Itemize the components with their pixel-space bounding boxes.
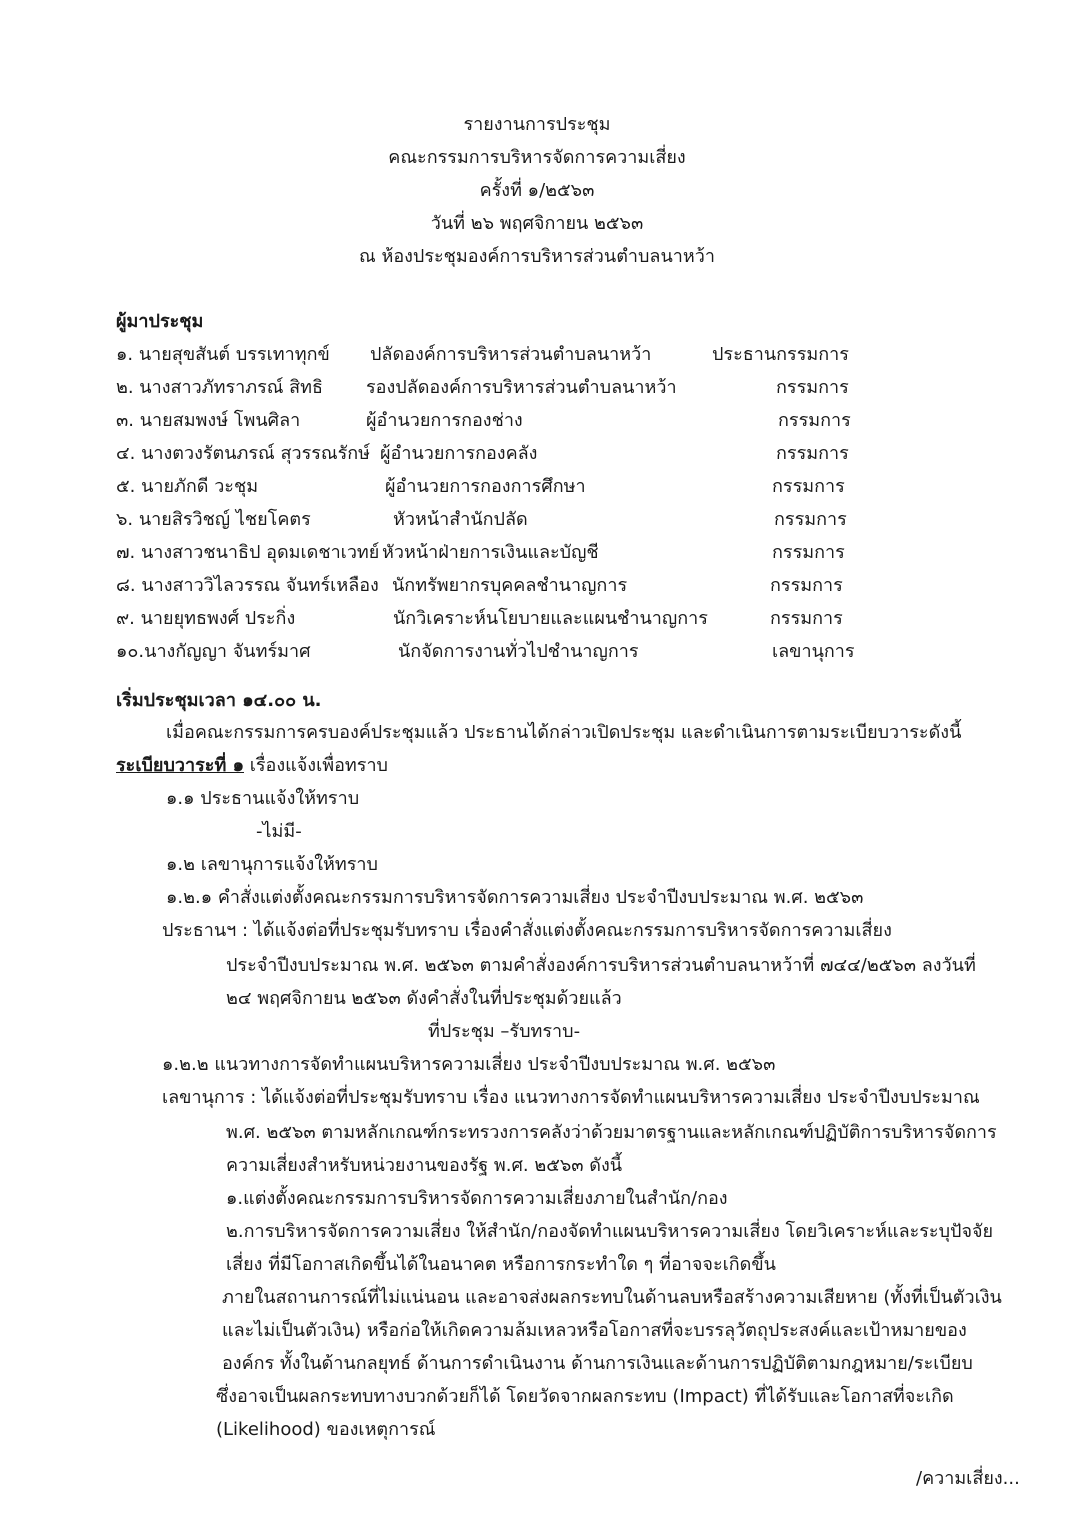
- body-line: ๒๔ พฤศจิกายน ๒๕๖๓ ดังคำสั่งในที่ประชุมด้วยแล้ว: [226, 988, 622, 1009]
- body-line: ๑.๒ เลขานุการแจ้งให้ทราบ: [166, 854, 378, 875]
- attendee-name: ๓. นายสมพงษ์ โพนศิลา: [116, 410, 301, 431]
- body-line: และไม่เป็นตัวเงิน) หรือก่อให้เกิดความล้มเหลวหรือโอกาสที่จะบรรลุวัตถุประสงค์และเป้าหมายของ: [222, 1320, 967, 1341]
- attendee-name: ๗. นางสาวชนาธิป อุดมเดชาเวทย์: [116, 542, 380, 563]
- body-line: ๑.แต่งตั้งคณะกรรมการบริหารจัดการความเสี่ยงภายในสำนัก/กอง: [226, 1188, 728, 1209]
- body-line: ๒.การบริหารจัดการความเสี่ยง ให้สำนัก/กองจัดทำแผนบริหารความเสี่ยง โดยวิเคราะห์และระบุปัจจัย: [226, 1221, 994, 1242]
- attendee-position: ผู้อำนวยการกองคลัง: [380, 443, 538, 464]
- body-line: ประจำปีงบประมาณ พ.ศ. ๒๕๖๓ ตามคำสั่งองค์การบริหารส่วนตำบลนาหว้าที่ ๗๔๔/๒๕๖๓ ลงวันที่: [226, 955, 976, 976]
- attendee-role: กรรมการ: [772, 476, 845, 497]
- body-line: -ไม่มี-: [256, 821, 302, 842]
- attendee-role: กรรมการ: [774, 509, 847, 530]
- attendee-role: กรรมการ: [770, 575, 843, 596]
- body-line: ประธานฯ : ได้แจ้งต่อที่ประชุมรับทราบ เรื่องคำสั่งแต่งตั้งคณะกรรมการบริหารจัดการความเสี่ยง: [162, 920, 892, 941]
- attendee-role: กรรมการ: [776, 377, 849, 398]
- attendee-name: ๒. นางสาวภัทราภรณ์ สิทธิ: [116, 377, 324, 398]
- body-line: ภายในสถานการณ์ที่ไม่แน่นอน และอาจส่งผลกระทบในด้านลบหรือสร้างความเสียหาย (ทั้งที่เป็นตัวเงิน: [222, 1287, 1002, 1308]
- agenda-1-title: เรื่องแจ้งเพื่อทราบ: [244, 755, 388, 776]
- meeting-date: วันที่ ๒๖ พฤศจิกายน ๒๕๖๓: [430, 213, 644, 234]
- committee-name: คณะกรรมการบริหารจัดการความเสี่ยง: [388, 147, 686, 168]
- meeting-number: ครั้งที่ ๑/๒๕๖๓: [479, 180, 595, 201]
- body-line: องค์กร ทั้งในด้านกลยุทธ์ ด้านการดำเนินงาน ด้านการเงินและด้านการปฏิบัติตามกฎหมาย/ระเบียบ: [222, 1353, 973, 1374]
- agenda-1-heading: [116, 753, 388, 779]
- attendee-position: ปลัดองค์การบริหารส่วนตำบลนาหว้า: [370, 344, 652, 365]
- attendee-position: นักจัดการงานทั่วไปชำนาญการ: [398, 641, 639, 662]
- attendee-name: ๙. นายยุทธพงศ์ ประกิ่ง: [116, 608, 296, 629]
- attendee-role: ประธานกรรมการ: [712, 344, 849, 365]
- attendee-position: ผู้อำนวยการกองช่าง: [366, 410, 523, 431]
- attendee-role: กรรมการ: [772, 542, 845, 563]
- start-time: เริ่มประชุมเวลา ๑๔.๐๐ น.: [116, 690, 322, 711]
- body-line: ๑.๒.๒ แนวทางการจัดทำแผนบริหารความเสี่ยง ประจำปีงบประมาณ พ.ศ. ๒๕๖๓: [162, 1054, 776, 1075]
- body-line: ๑.๒.๑ คำสั่งแต่งตั้งคณะกรรมการบริหารจัดการความเสี่ยง ประจำปีงบประมาณ พ.ศ. ๒๕๖๓: [166, 887, 864, 908]
- body-line: ซึ่งอาจเป็นผลกระทบทางบวกด้วยก็ได้ โดยวัดจากผลกระทบ (Impact) ที่ได้รับและโอกาสที่จะเกิด: [216, 1386, 954, 1407]
- attendee-role: กรรมการ: [778, 410, 851, 431]
- attendee-position: รองปลัดองค์การบริหารส่วนตำบลนาหว้า: [366, 377, 677, 398]
- body-line: (Likelihood) ของเหตุการณ์: [216, 1419, 436, 1440]
- body-line: ที่ประชุม –รับทราบ-: [428, 1021, 581, 1042]
- attendee-position: นักทรัพยากรบุคคลชำนาญการ: [392, 575, 628, 596]
- attendee-name: ๘. นางสาววิไลวรรณ จันทร์เหลือง: [116, 575, 379, 596]
- body-line: เสี่ยง ที่มีโอกาสเกิดขึ้นได้ในอนาคต หรือการกระทำใด ๆ ที่อาจจะเกิดขึ้น: [226, 1254, 776, 1275]
- attendees-heading: ผู้มาประชุม: [116, 311, 204, 332]
- attendee-name: ๕. นายภักดี วะชุม: [116, 476, 259, 497]
- attendee-position: หัวหน้าสำนักปลัด: [393, 509, 528, 530]
- body-line: ความเสี่ยงสำหรับหน่วยงานของรัฐ พ.ศ. ๒๕๖๓ ดังนี้: [226, 1155, 623, 1176]
- attendee-name: ๑. นายสุขสันต์ บรรเทาทุกข์: [116, 344, 330, 365]
- attendee-role: กรรมการ: [776, 443, 849, 464]
- agenda-1-label: ระเบียบวาระที่ ๑: [116, 755, 244, 776]
- attendee-role: เลขานุการ: [772, 641, 855, 662]
- attendee-role: กรรมการ: [770, 608, 843, 629]
- attendee-position: ผู้อำนวยการกองการศึกษา: [385, 476, 586, 497]
- continuation-footer: /ความเสี่ยง...: [916, 1468, 1020, 1489]
- attendee-name: ๑๐.นางกัญญา จันทร์มาศ: [116, 641, 311, 662]
- attendee-position: นักวิเคราะห์นโยบายและแผนชำนาญการ: [393, 608, 708, 629]
- attendee-name: ๖. นายสิรวิชญ์ ไชยโคตร: [116, 509, 311, 530]
- body-line: พ.ศ. ๒๕๖๓ ตามหลักเกณฑ์กระทรวงการคลังว่าด้วยมาตรฐานและหลักเกณฑ์ปฏิบัติการบริหารจัดการ: [226, 1122, 997, 1143]
- attendee-position: หัวหน้าฝ่ายการเงินและบัญชี: [382, 542, 599, 563]
- doc-title: รายงานการประชุม: [463, 114, 611, 135]
- meeting-place: ณ ห้องประชุมองค์การบริหารส่วนตำบลนาหว้า: [359, 246, 715, 267]
- body-line: ๑.๑ ประธานแจ้งให้ทราบ: [166, 788, 360, 809]
- attendee-name: ๔. นางตวงรัตนภรณ์ สุวรรณรักษ์: [116, 443, 371, 464]
- opening-paragraph: เมื่อคณะกรรมการครบองค์ประชุมแล้ว ประธานได้กล่าวเปิดประชุม และดำเนินการตามระเบียบวาระดังนี้: [166, 722, 962, 743]
- body-line: เลขานุการ : ได้แจ้งต่อที่ประชุมรับทราบ เรื่อง แนวทางการจัดทำแผนบริหารความเสี่ยง ประจำปีงบประมาณ: [162, 1087, 980, 1108]
